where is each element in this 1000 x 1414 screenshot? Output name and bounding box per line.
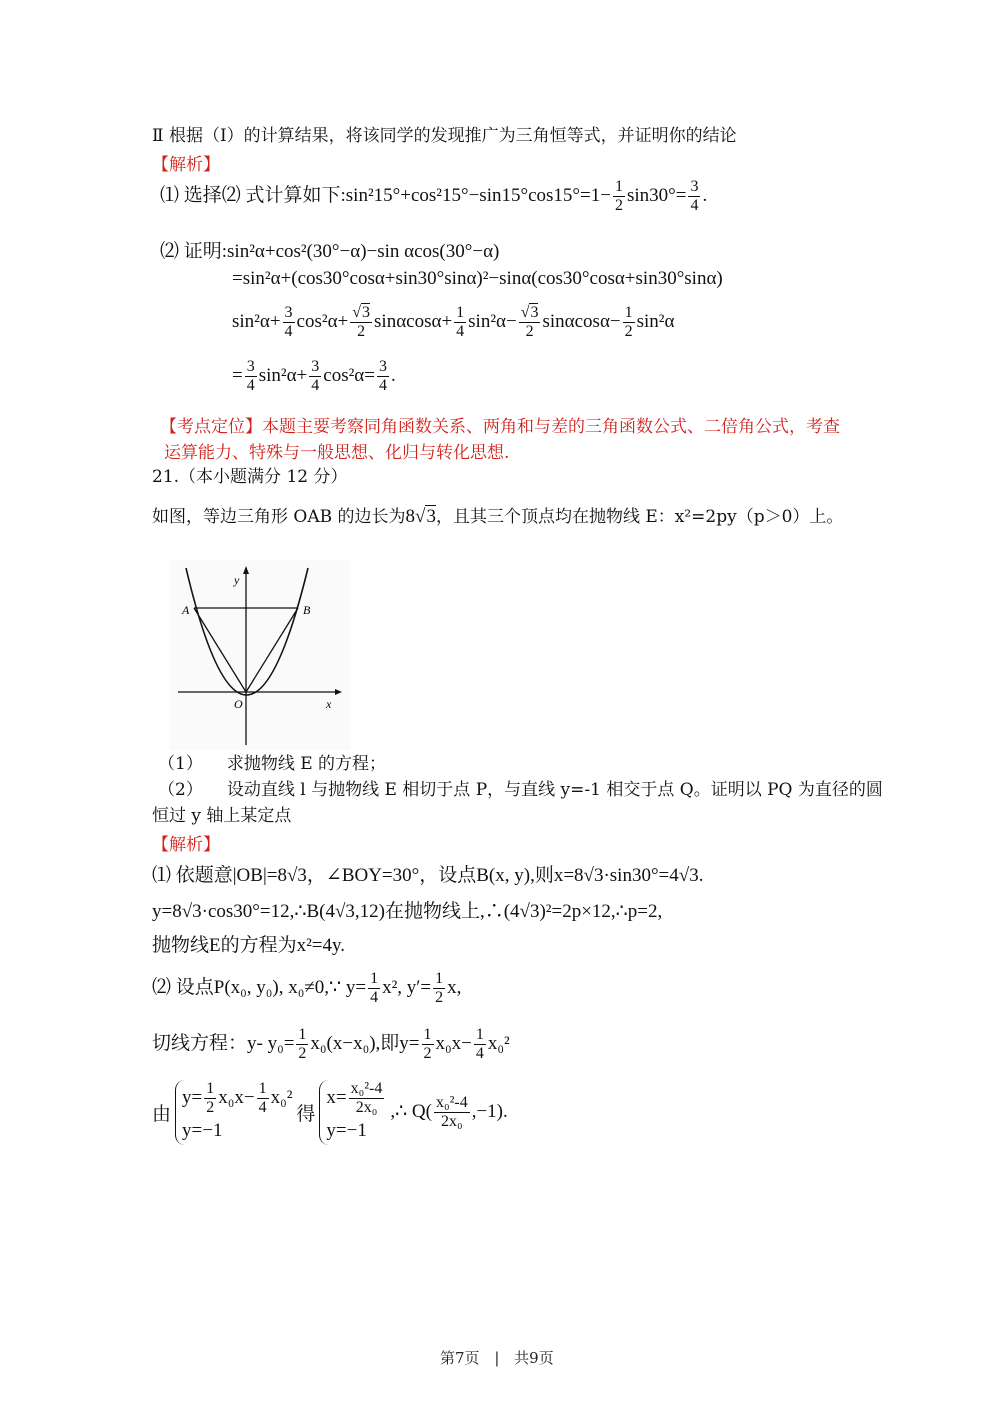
fraction: $\frac{1}{2}$ — [435, 970, 444, 1006]
fraction: $\frac{3}{4}$ — [311, 358, 320, 394]
fraction: $\frac{1}{2}$ — [423, 1026, 432, 1062]
page-footer — [440, 1347, 554, 1368]
fraction: $\frac{1}{4}$ — [370, 970, 379, 1006]
fraction: $\frac{3}{4}$ — [246, 358, 255, 394]
kaodian-text-1: 本题主要考察同角函数关系、两角和与差的三角函数公式、二倍角公式，考查 — [262, 417, 840, 437]
label-y: y — [234, 573, 240, 587]
proof-line-3: sin²α+ $\frac{3}{4}$ cos²α+ $\frac{√3}{2}$ sinαcosα+ $\frac{1}{4}$ sin²α− $\frac{√3}{2}$ sinαcosα− $\frac{1}{2}$ sin²α — [232, 304, 675, 340]
kaodian-line-2: 运算能力、特殊与一般思想、化归与转化思想. — [164, 443, 510, 463]
q21-solution-2-line-1: ⑵ 设点P(x₀, y₀), x₀≠0,∵ y= $\frac{1}{4}$ x², y′= $\frac{1}{2}$ x, — [152, 970, 462, 1006]
fraction: $\frac{\text{x₀²-4}}{\text{2x₀}}$ — [435, 1094, 468, 1130]
equation-system-1: y= $\frac{1}{2}$ x₀x− $\frac{1}{4}$ x₀² y=−1 — [175, 1080, 292, 1145]
solution-1-expr: sin²15°+cos²15°−sin15°cos15°=1− — [345, 184, 611, 206]
proof-expr-1: sin²α+cos²(30°−α)−sin αcos(30°−α) — [227, 241, 500, 262]
fraction: $\frac{3}{4}$ — [378, 358, 387, 394]
q21-solution-1-line-2: y=8√3·cos30°=12,∴B(4√3,12)在抛物线上,∴(4√3)²=2p×12,∴p=2, — [152, 901, 663, 922]
analysis-tag: 【解析】 — [152, 155, 220, 175]
kaodian-tag: 【考点定位】 — [160, 417, 262, 437]
kaodian-line-1 — [160, 412, 840, 437]
fraction: $\frac{1}{2}$ — [614, 178, 623, 214]
proof-line-2: =sin²α+(cos30°cosα+sin30°sinα)²−sinα(cos30°cosα+sin30°sinα) — [232, 268, 723, 289]
page-total: 共9页 — [514, 1349, 554, 1367]
fraction: $\frac{3}{4}$ — [284, 304, 293, 340]
equation-system-2: x= $\frac{\text{x₀²-4}}{\text{2x₀}}$ y=−1 — [319, 1080, 386, 1145]
fraction: $\frac{√3}{2}$ — [520, 304, 539, 340]
proof-line-4: = $\frac{3}{4}$ sin²α+ $\frac{3}{4}$ cos²α= $\frac{3}{4}$ . — [232, 358, 396, 394]
q21-solution-1-line-1: ⑴ 依题意|OB|=8√3，∠BOY=30°，设点B(x, y),则x=8√3·sin30°=4√3. — [152, 865, 704, 886]
fraction: $\frac{3}{4}$ — [690, 178, 699, 214]
label-b: B — [303, 603, 311, 617]
q21-sub2: （2） 设动直线 l 与抛物线 E 相切于点 P，与直线 y=-1 相交于点 Q。证明以 PQ 为直径的圆 — [158, 780, 883, 800]
footer-separator: | — [494, 1349, 500, 1367]
label-a: A — [182, 603, 190, 617]
proof-prefix: ⑵ 证明: — [160, 241, 228, 262]
label-o: O — [234, 697, 243, 711]
q21-solution-1-line-3: 抛物线E的方程为x²=4y. — [152, 935, 346, 956]
solution-1-prefix: ⑴ 选择⑵ 式计算如下: — [160, 184, 346, 206]
fraction: $\frac{1}{2}$ — [624, 304, 633, 340]
parabola-figure — [170, 560, 350, 750]
page-number: 第7页 — [440, 1349, 480, 1367]
q21-sub2-cont: 恒过 y 轴上某定点 — [152, 806, 292, 826]
fraction: $\frac{√3}{2}$ — [352, 304, 371, 340]
solution-1-mid: sin30°= — [626, 184, 687, 206]
label-x: x — [326, 697, 332, 711]
fraction: $\frac{1}{4}$ — [475, 1026, 484, 1062]
q21-stem: 如图，等边三角形 OAB 的边长为8√3，且其三个顶点均在抛物线 E：x²=2py（p＞0）上。 — [152, 506, 844, 527]
part2-heading: Ⅱ 根据（Ⅰ）的计算结果，将该同学的发现推广为三角恒等式，并证明你的结论 — [152, 126, 737, 146]
q21-solution-2-system: 由 y= $\frac{1}{2}$ x₀x− $\frac{1}{4}$ x₀² y=−1 得 x= $\frac{\text{x₀²-4}}{\text{2x₀}}$ y=−1 ,∴ Q( $\frac{\text{x₀²-4}}{\text{2x₀}}$ ,−1). — [152, 1080, 508, 1145]
q21-header: 21.（本小题满分 12 分） — [152, 467, 348, 487]
fraction: $\frac{1}{4}$ — [456, 304, 465, 340]
q21-solution-2-line-2: 切线方程：y- y₀= $\frac{1}{2}$ x₀(x−x₀),即y= $\frac{1}{2}$ x₀x− $\frac{1}{4}$ x₀² — [152, 1026, 510, 1062]
fraction: $\frac{1}{2}$ — [298, 1026, 307, 1062]
q21-sub1: （1） 求抛物线 E 的方程； — [158, 754, 387, 774]
analysis-tag-2: 【解析】 — [152, 835, 220, 855]
solution-1-line: ⑴ 选择⑵ 式计算如下:sin²15°+cos²15°−sin15°cos15°=1− $\frac{1}{2}$ sin30°= $\frac{3}{4}$ . — [160, 178, 708, 214]
proof-line-1 — [160, 236, 499, 263]
